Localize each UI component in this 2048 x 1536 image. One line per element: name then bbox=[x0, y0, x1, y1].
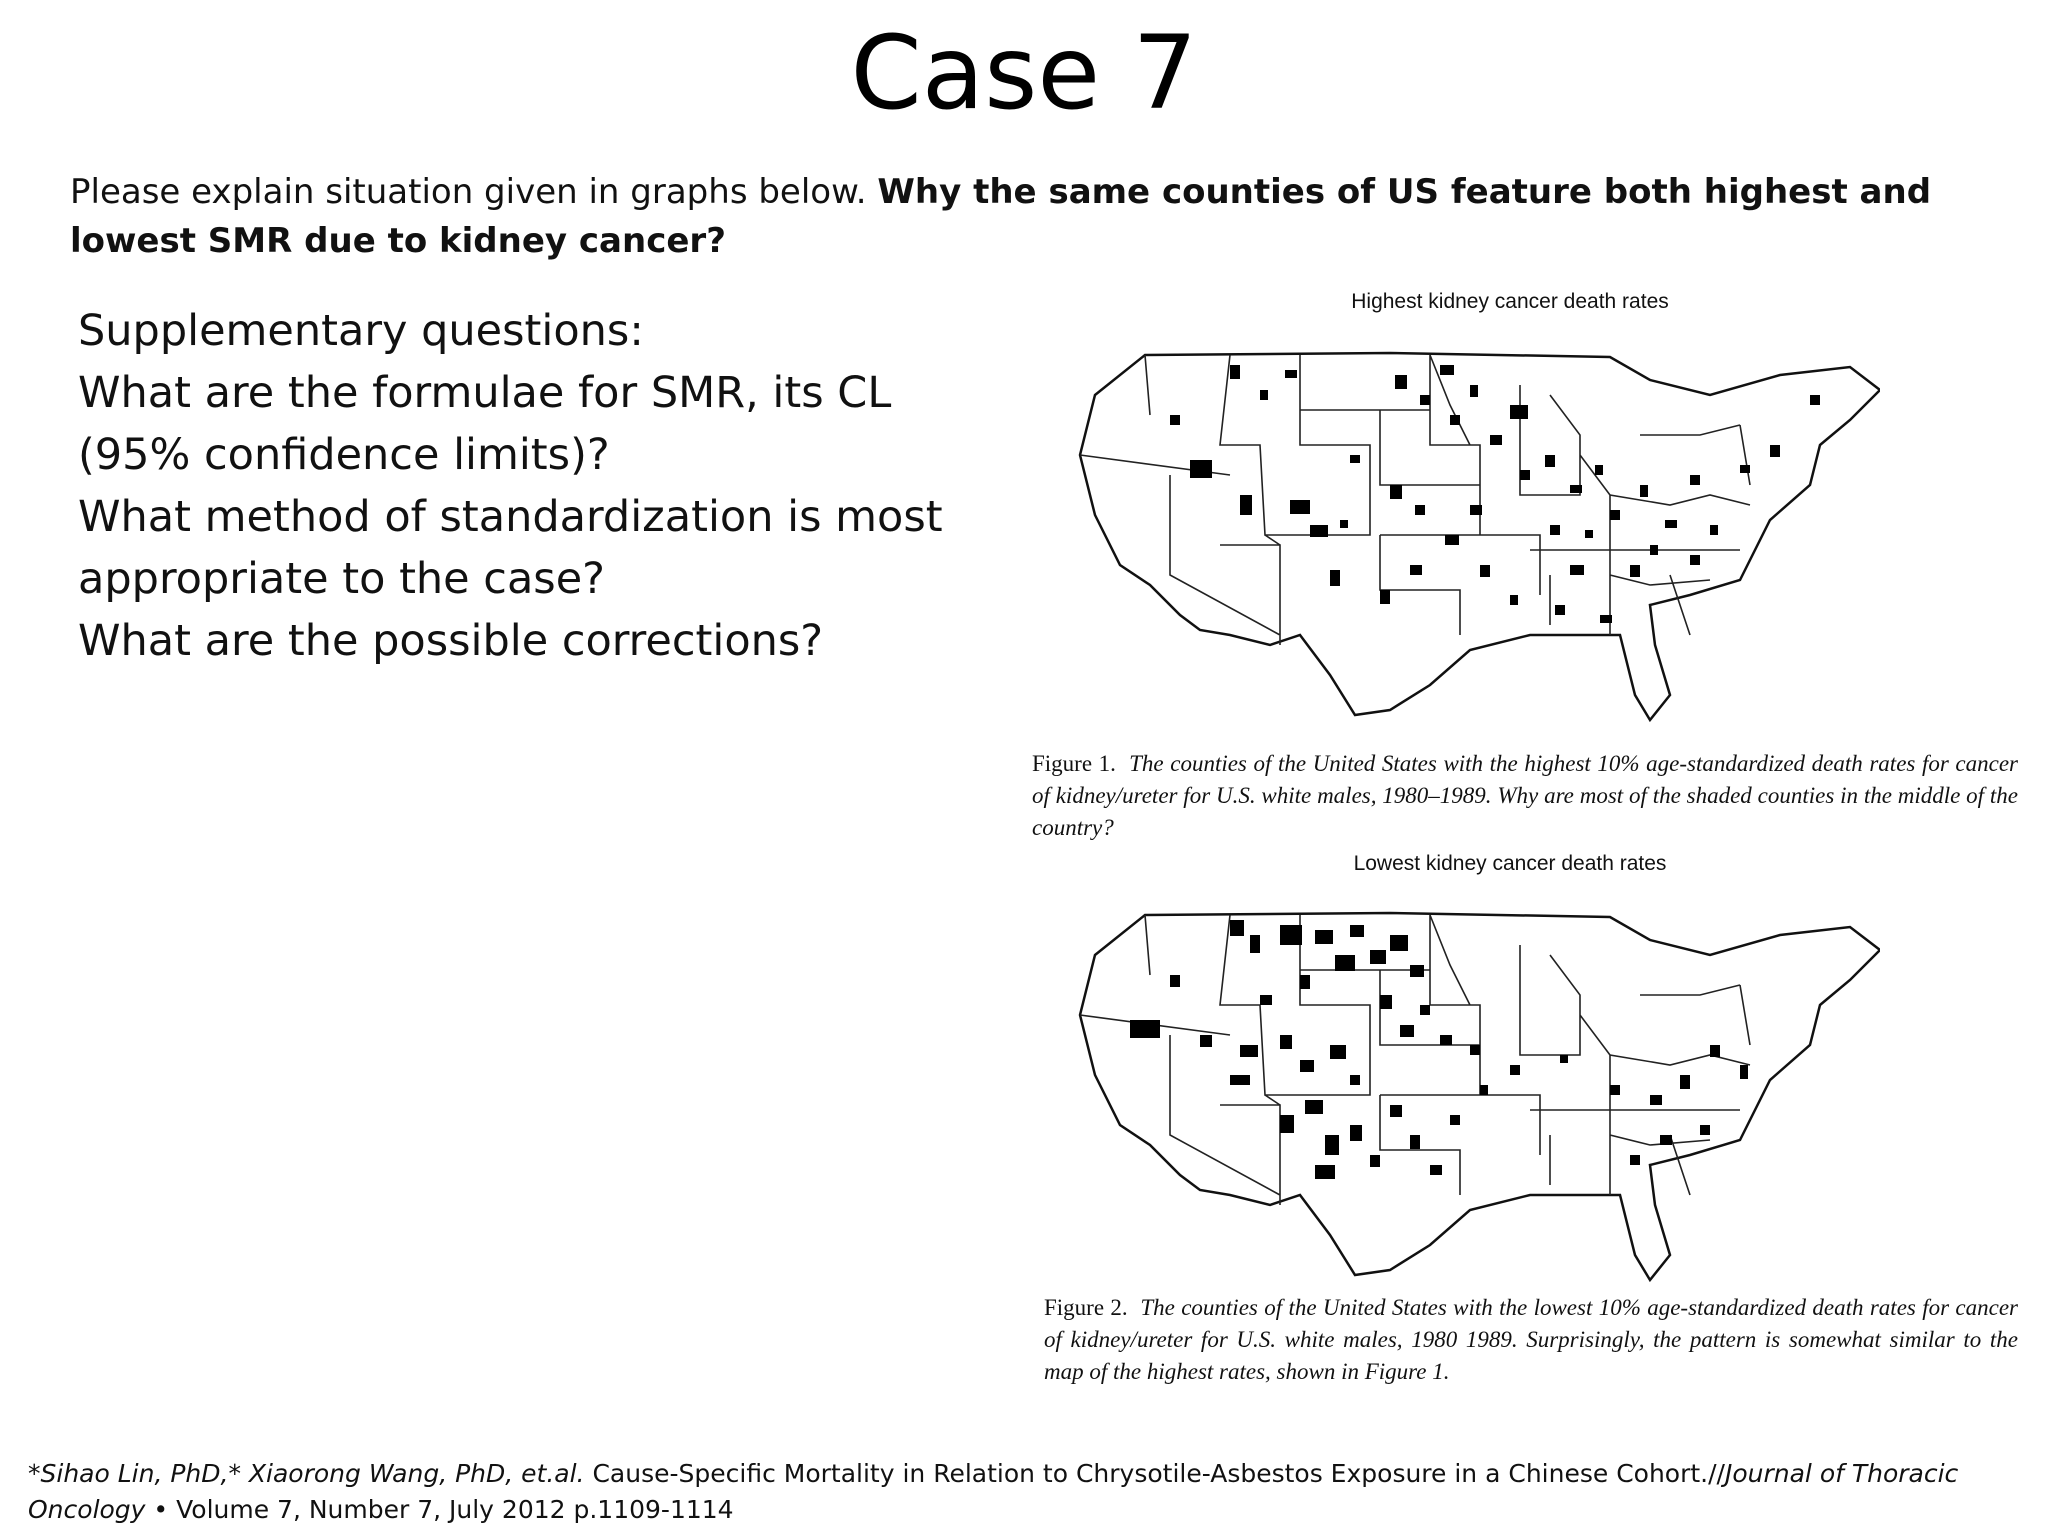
figure1-caption bbox=[1032, 748, 2018, 844]
slide-title: Case 7 bbox=[850, 14, 1198, 133]
intro-question bbox=[70, 168, 2030, 267]
figure1-map-title: Highest kidney cancer death rates bbox=[1351, 290, 1669, 313]
us-outline bbox=[1080, 913, 1880, 1280]
citation-authors: *Sihao Lin, PhD,* Xiaorong Wang, PhD, et.al. bbox=[28, 1459, 585, 1488]
figure2-us-map bbox=[1050, 895, 1880, 1295]
citation-journal: Journal of Thoracic Oncology bbox=[28, 1459, 1959, 1524]
figure1-us-map bbox=[1050, 335, 1880, 735]
supp-question-2: What method of standardization is most appropriate to the case? bbox=[78, 492, 943, 604]
supp-question-1: What are the formulae for SMR, its CL (95% confidence limits)? bbox=[78, 368, 892, 480]
supplementary-questions bbox=[78, 300, 978, 672]
supp-heading: Supplementary questions: bbox=[78, 306, 644, 356]
intro-bold: Why the same counties of US feature both highest and lowest SMR due to kidney cancer? bbox=[70, 172, 1932, 262]
figure2-label: Figure 2. bbox=[1044, 1295, 1128, 1320]
supp-question-3: What are the possible corrections? bbox=[78, 616, 824, 666]
citation-volume: • Volume 7, Number 7, July 2012 p.1109-1114 bbox=[145, 1495, 734, 1524]
figure1-caption-text: The counties of the United States with the highest 10% age-standardized death rates for cancer of kidney/ureter for U.S. white males, 1980–1989. Why are most of the shaded counties in the middle of the country? bbox=[1032, 751, 2018, 840]
citation-footer bbox=[28, 1456, 2018, 1528]
figure1-label: Figure 1. bbox=[1032, 751, 1116, 776]
intro-plain: Please explain situation given in graphs below. bbox=[70, 172, 878, 212]
figure2-map-title: Lowest kidney cancer death rates bbox=[1353, 852, 1667, 875]
us-outline bbox=[1080, 353, 1880, 720]
figure2-caption-text: The counties of the United States with the lowest 10% age-standardized death rates for cancer of kidney/ureter for U.S. white males, 1980 1989. Surprisingly, the pattern is somewhat similar to the map of the highest rates, shown in Figure 1. bbox=[1044, 1295, 2018, 1384]
citation-title: Cause-Specific Mortality in Relation to Chrysotile-Asbestos Exposure in a Chinese Cohort.// bbox=[584, 1459, 1725, 1488]
figure2-caption bbox=[1044, 1292, 2018, 1388]
